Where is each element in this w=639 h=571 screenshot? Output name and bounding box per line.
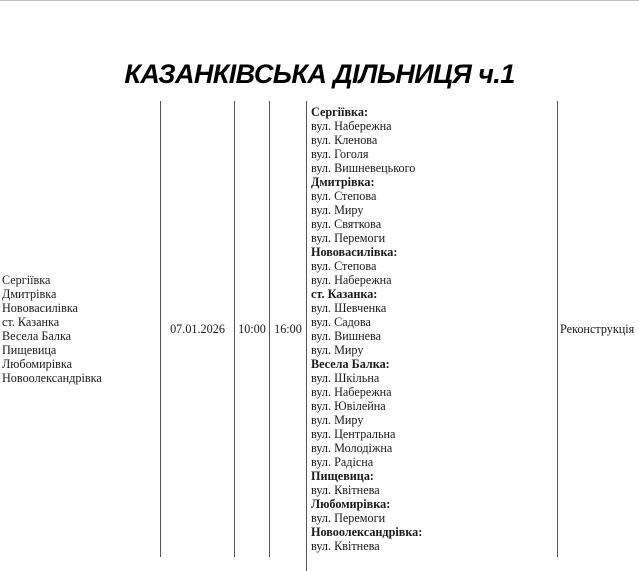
street-item: вул. Набережна bbox=[311, 273, 392, 287]
street-item: вул. Шевченка bbox=[311, 301, 387, 315]
village-name: Дмитрівка bbox=[2, 287, 57, 301]
street-item: вул. Гоголя bbox=[311, 147, 369, 161]
outage-schedule-table bbox=[0, 101, 639, 571]
street-item: вул. Центральна bbox=[311, 427, 396, 441]
street-group-heading: Сергіївка: bbox=[311, 105, 369, 119]
village-name: Пищевица bbox=[2, 343, 57, 357]
villages-cell bbox=[0, 101, 160, 557]
date-cell bbox=[160, 101, 234, 557]
street-item: вул. Степова bbox=[311, 189, 377, 203]
street-item: вул. Набережна bbox=[311, 119, 392, 133]
street-item: вул. Святкова bbox=[311, 217, 382, 231]
page-title: КАЗАНКІВСЬКА ДІЛЬНИЦЯ ч.1 bbox=[124, 59, 515, 89]
outage-reason: Реконструкція bbox=[560, 322, 635, 336]
street-item: вул. Молодіжна bbox=[311, 441, 393, 455]
street-item: вул. Миру bbox=[311, 343, 364, 357]
street-group-heading: Дмитрівка: bbox=[311, 175, 375, 189]
outage-date: 07.01.2026 bbox=[170, 322, 225, 336]
street-group-heading: Любомирівка: bbox=[311, 497, 391, 511]
top-divider bbox=[0, 0, 639, 1]
village-name: Нововасилівка bbox=[2, 301, 78, 315]
street-group-heading: Нововасилівка: bbox=[311, 245, 398, 259]
street-group-heading: Весела Балка: bbox=[311, 357, 390, 371]
street-item: вул. Вишневецького bbox=[311, 161, 416, 175]
street-group-heading: ст. Казанка: bbox=[311, 287, 378, 301]
street-item: вул. Радісна bbox=[311, 455, 374, 469]
end-time-cell bbox=[269, 101, 306, 557]
street-item: вул. Степова bbox=[311, 259, 377, 273]
streets-cell bbox=[306, 101, 557, 571]
village-name: Сергіївка bbox=[2, 273, 51, 287]
street-item: вул. Миру bbox=[311, 413, 364, 427]
village-name: ст. Казанка bbox=[2, 315, 60, 329]
street-group-heading: Новоолександрівка: bbox=[311, 525, 423, 539]
street-item: вул. Вишнева bbox=[311, 329, 382, 343]
street-item: вул. Миру bbox=[311, 203, 364, 217]
street-item: вул. Квітнева bbox=[311, 483, 380, 497]
street-item: вул. Садова bbox=[311, 315, 371, 329]
end-time: 16:00 bbox=[274, 322, 302, 336]
street-item: вул. Ювілейна bbox=[311, 399, 386, 413]
village-name: Новоолександрівка bbox=[2, 371, 102, 385]
start-time-cell bbox=[234, 101, 269, 557]
village-name: Весела Балка bbox=[2, 329, 72, 343]
village-name: Любомирівка bbox=[2, 357, 73, 371]
street-item: вул. Шкільна bbox=[311, 371, 380, 385]
street-item: вул. Перемоги bbox=[311, 231, 386, 245]
street-group-heading: Пищевица: bbox=[311, 469, 374, 483]
street-item: вул. Набережна bbox=[311, 385, 392, 399]
street-item: вул. Перемоги bbox=[311, 511, 386, 525]
street-item: вул. Кленова bbox=[311, 133, 378, 147]
street-item: вул. Квітнева bbox=[311, 539, 380, 553]
reason-cell bbox=[557, 101, 639, 557]
start-time: 10:00 bbox=[238, 322, 266, 336]
